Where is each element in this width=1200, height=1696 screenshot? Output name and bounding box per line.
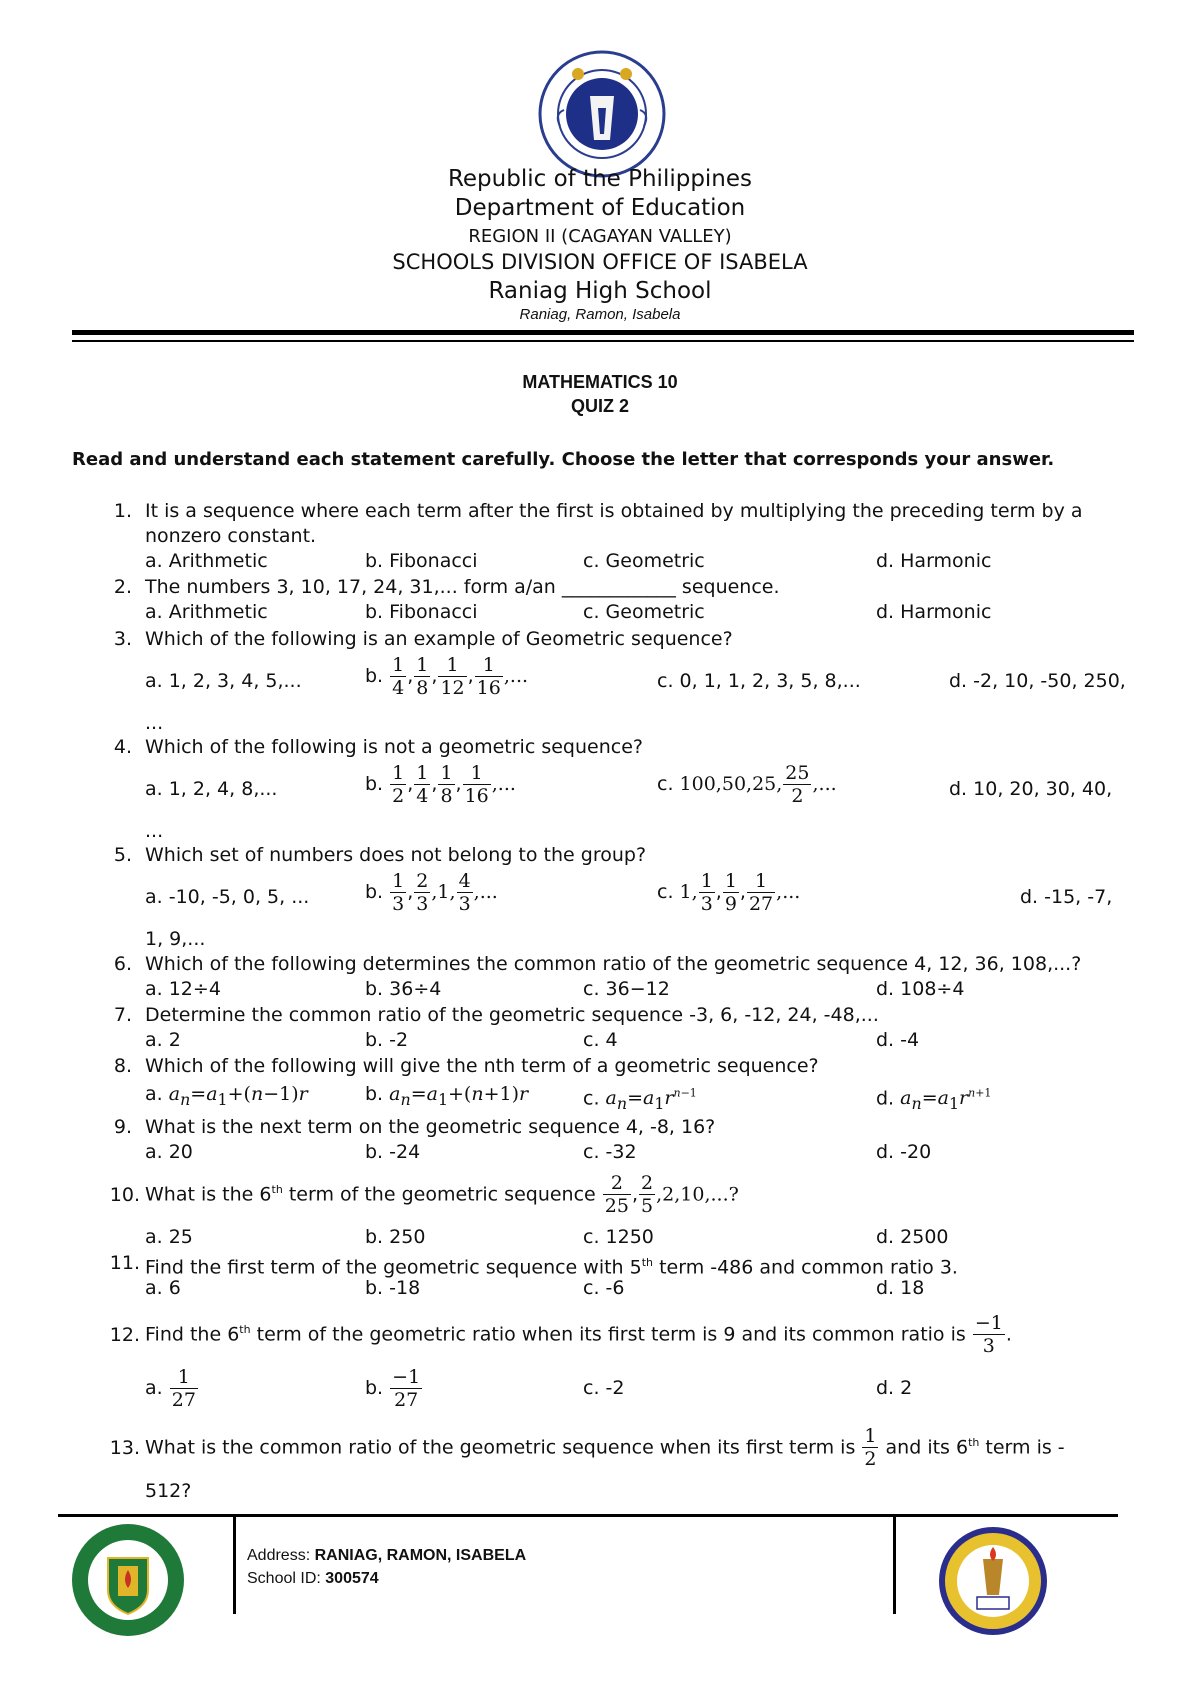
q8-choice-b: b. $a_n=a_1+(n+1)r$ (365, 1083, 529, 1109)
school-logo (937, 1525, 1049, 1637)
q1-number: 1. (113, 500, 132, 522)
q8-number: 8. (113, 1055, 132, 1077)
q10-choice-c: c. 1250 (583, 1226, 654, 1248)
q9-stem: What is the next term on the geometric sequence 4, -8, 16? (145, 1116, 716, 1138)
q4-choice-c: c. 100,50,25, $\frac{25}{2}$ ,... (657, 762, 837, 807)
q3-stem: Which of the following is an example of Geometric sequence? (145, 628, 733, 650)
q9-choice-b: b. -24 (365, 1141, 421, 1163)
q1-stem: It is a sequence where each term after the first is obtained by multiplying the preceding term by a (145, 500, 1083, 522)
q4-choice-a: a. 1, 2, 4, 8,... (145, 778, 278, 800)
q10-stem: What is the 6th term of the geometric sequence $\frac{2}{25}$ , $\frac{2}{5}$ ,2,10,...? (145, 1172, 739, 1218)
q3-choice-c: c. 0, 1, 1, 2, 3, 5, 8,... (657, 670, 861, 692)
q12-choice-c: c. -2 (583, 1377, 625, 1399)
q13-number: 13. (109, 1437, 140, 1459)
q7-number: 7. (113, 1004, 132, 1026)
region-line: REGION II (CAGAYAN VALLEY) (468, 226, 732, 247)
q2-stem: The numbers 3, 10, 17, 24, 31,... form a/an ____________ sequence. (145, 576, 780, 598)
q3-choice-d: d. -2, 10, -50, 250, (949, 670, 1126, 692)
division-line: SCHOOLS DIVISION OFFICE OF ISABELA (392, 250, 808, 274)
q1-choice-c: c. Geometric (583, 550, 705, 572)
q12-number: 12. (109, 1324, 140, 1346)
q10-number: 10. (109, 1184, 140, 1206)
q3-choice-b: b. $\frac{1}{4}$ , $\frac{1}{8}$ , $\frac{1}{12}$ , $\frac{1}{16}$ ,... (365, 654, 529, 699)
q13-stem: What is the common ratio of the geometric sequence when its first term is $\frac{1}{2}$ and its 6th term is - (145, 1425, 1065, 1471)
q4-stem: Which of the following is not a geometric sequence? (145, 736, 643, 758)
q7-choice-b: b. -2 (365, 1029, 409, 1051)
q2-choice-a: a. Arithmetic (145, 601, 268, 623)
q1-choice-d: d. Harmonic (876, 550, 992, 572)
q9-choice-a: a. 20 (145, 1141, 193, 1163)
q3-number: 3. (113, 628, 132, 650)
q8-choice-a: a. $a_n=a_1+(n-1)r$ (145, 1083, 308, 1109)
q4-choice-d: d. 10, 20, 30, 40, (949, 778, 1113, 800)
q4-number: 4. (113, 736, 132, 758)
q3-choice-d-cont: ... (145, 712, 164, 734)
instructions: Read and understand each statement carefully. Choose the letter that corresponds your answer. (72, 449, 1055, 470)
q11-choice-a: a. 6 (145, 1277, 181, 1299)
q11-choice-d: d. 18 (876, 1277, 925, 1299)
q12-choice-a: a. $\frac{1}{27}$ (145, 1366, 196, 1411)
q4-choice-b: b. $\frac{1}{2}$ , $\frac{1}{4}$ , $\frac{1}{8}$ , $\frac{1}{16}$ ,... (365, 762, 516, 807)
q12-choice-d: d. 2 (876, 1377, 913, 1399)
school-address: Raniag, Ramon, Isabela (519, 306, 681, 323)
q5-stem: Which set of numbers does not belong to the group? (145, 844, 647, 866)
q10-choice-b: b. 250 (365, 1226, 426, 1248)
q8-choice-c: c. $a_n=a_1r^{n-1}$ (583, 1087, 697, 1114)
q12-choice-b: b. $\frac{-1}{27}$ (365, 1366, 421, 1411)
q6-stem: Which of the following determines the common ratio of the geometric sequence 4, 12, 36, 108,...? (145, 953, 1082, 975)
q2-choice-d: d. Harmonic (876, 601, 992, 623)
footer-divider-left (233, 1516, 236, 1614)
q7-choice-c: c. 4 (583, 1029, 618, 1051)
footer-address: Address: RANIAG, RAMON, ISABELA (247, 1547, 527, 1564)
footer-school-id: School ID: 300574 (247, 1570, 379, 1587)
q7-choice-d: d. -4 (876, 1029, 920, 1051)
q11-stem: Find the first term of the geometric sequence with 5th term -486 and common ratio 3. (145, 1256, 958, 1279)
q5-choice-b: b. $\frac{1}{3}$ , $\frac{2}{3}$ ,1, $\frac{4}{3}$ ,... (365, 870, 498, 915)
q10-choice-a: a. 25 (145, 1226, 193, 1248)
q6-choice-c: c. 36−12 (583, 978, 670, 1000)
q12-stem: Find the 6th term of the geometric ratio when its first term is 9 and its common ratio is $\frac{-1}{3}$ . (145, 1312, 1012, 1358)
quiz-title: QUIZ 2 (570, 396, 629, 416)
q9-choice-c: c. -32 (583, 1141, 637, 1163)
q2-choice-c: c. Geometric (583, 601, 705, 623)
q5-choice-d: d. -15, -7, (1020, 886, 1113, 908)
q6-choice-b: b. 36÷4 (365, 978, 442, 1000)
footer-divider-right (893, 1516, 896, 1614)
q13-stem-cont: 512? (145, 1480, 192, 1502)
q2-choice-b: b. Fibonacci (365, 601, 478, 623)
q11-choice-b: b. -18 (365, 1277, 421, 1299)
header-rule-thin (72, 340, 1134, 342)
q8-choice-d: d. $a_n=a_1r^{n+1}$ (876, 1087, 992, 1114)
q6-choice-d: d. 108÷4 (876, 978, 965, 1000)
q6-choice-a: a. 12÷4 (145, 978, 221, 1000)
school-name: Raniag High School (488, 278, 712, 304)
q1-stem-cont: nonzero constant. (145, 525, 317, 547)
q5-choice-d-cont: 1, 9,... (145, 928, 206, 950)
subject-title: MATHEMATICS 10 (522, 372, 678, 392)
q10-choice-d: d. 2500 (876, 1226, 949, 1248)
q3-choice-a: a. 1, 2, 3, 4, 5,... (145, 670, 302, 692)
footer-rule (58, 1514, 1118, 1517)
q5-choice-c: c. 1, $\frac{1}{3}$ , $\frac{1}{9}$ , $\frac{1}{27}$ ,... (657, 870, 801, 915)
q5-choice-a: a. -10, -5, 0, 5, ... (145, 886, 310, 908)
q1-choice-a: a. Arithmetic (145, 550, 268, 572)
header-rule-thick (72, 330, 1134, 335)
q1-choice-b: b. Fibonacci (365, 550, 478, 572)
deped-seal (538, 50, 666, 178)
division-logo (70, 1522, 186, 1638)
q9-number: 9. (113, 1116, 132, 1138)
department-line: Department of Education (454, 195, 746, 221)
q8-stem: Which of the following will give the nth term of a geometric sequence? (145, 1055, 819, 1077)
q11-number: 11. (109, 1252, 140, 1274)
q6-number: 6. (113, 953, 132, 975)
q7-choice-a: a. 2 (145, 1029, 181, 1051)
q5-number: 5. (113, 844, 132, 866)
republic-line: Republic of the Philippines (447, 166, 753, 192)
q9-choice-d: d. -20 (876, 1141, 932, 1163)
q4-choice-d-cont: ... (145, 820, 164, 842)
q2-number: 2. (113, 576, 132, 598)
q11-choice-c: c. -6 (583, 1277, 625, 1299)
q7-stem: Determine the common ratio of the geometric sequence -3, 6, -12, 24, -48,... (145, 1004, 879, 1026)
